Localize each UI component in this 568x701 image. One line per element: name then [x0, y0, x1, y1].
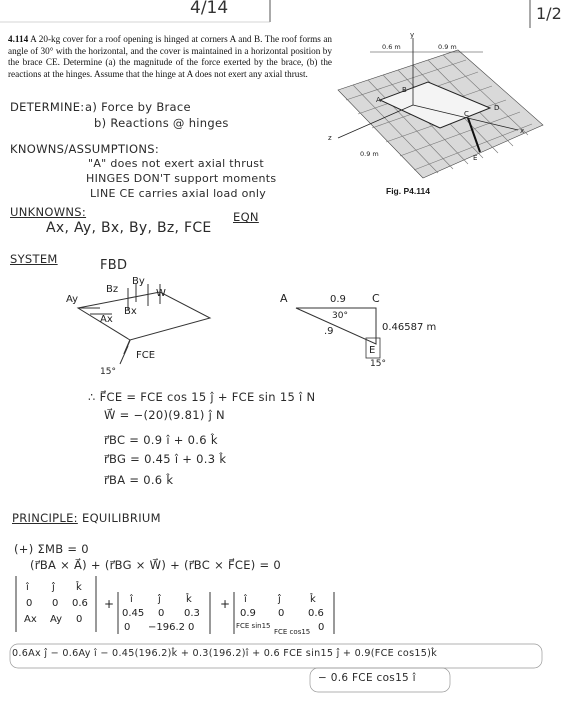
expansion-line-1: 0.6Ax ĵ − 0.6Ay î − 0.45(196.2)k̂ + 0.3(196.2)î + 0.6 FCE sin15 ĵ + 0.9(FCE cos15)k̂	[12, 648, 438, 659]
d3-r2c1: 0.9	[240, 608, 256, 619]
d2-i: î	[130, 594, 133, 605]
d2-k: k̂	[186, 594, 192, 605]
triangle-c: C	[372, 292, 380, 305]
d2-j: ĵ	[158, 594, 161, 605]
triangle-top: 0.9	[330, 294, 346, 305]
header-rules	[0, 0, 568, 30]
eqn-label: EQN	[233, 210, 259, 224]
d2-r3c3: 0	[188, 622, 195, 633]
fig-label-a: A	[376, 96, 381, 104]
known-2: HINGES DON'T support moments	[86, 172, 277, 185]
vector-rbg: r⃗BG = 0.45 î + 0.3 k̂	[104, 452, 227, 466]
d3-r3c3: 0	[318, 622, 325, 633]
fig-label-y: y	[410, 31, 415, 39]
d1-r2c3: 0.6	[72, 598, 88, 609]
d1-r3c1: Ax	[24, 614, 37, 625]
vector-rba: r⃗BA = 0.6 k̂	[104, 473, 174, 487]
svg-text:+: +	[220, 597, 231, 611]
fbd-angle: 15°	[100, 367, 116, 377]
d1-j: ĵ	[52, 582, 55, 593]
d3-i: î	[244, 594, 247, 605]
problem-statement	[8, 34, 332, 80]
d1-i: î	[26, 582, 29, 593]
page-fraction: 1/2	[536, 4, 562, 23]
svg-text:+: +	[104, 597, 115, 611]
d2-r2c2: 0	[158, 608, 165, 619]
d2-r2c3: 0.3	[184, 608, 200, 619]
brace-triangle	[280, 288, 437, 369]
moment-equation: (r⃗BA × A⃗) + (r⃗BG × W⃗) + (r⃗BC × F⃗CE) = 0	[30, 558, 282, 572]
d3-k: k̂	[310, 594, 316, 605]
fbd-fce: FCE	[136, 350, 156, 361]
triangle-side: 0.46587 m	[382, 322, 437, 333]
fbd-diagram	[60, 278, 230, 378]
d1-r3c3: 0	[76, 614, 83, 625]
problem-text: A 20-kg cover for a roof opening is hinged at corners A and B. The roof forms an angle of 30° with the horizontal, and the cover is maintained in a horizontal position by the brace CE. Determine (a) the magnitude of the force exerted by the brace, (b) the reactions at the hinges. Assume that the hinge at A does not exert any axial thrust.	[8, 34, 332, 79]
d1-r2c2: 0	[52, 598, 59, 609]
d2-r2c1: 0.45	[122, 608, 145, 619]
d1-k: k̂	[76, 582, 82, 593]
d3-r2c2: 0	[278, 608, 285, 619]
fig-label-b: B	[402, 86, 407, 94]
d3-r3c2: FCE cos15	[274, 628, 311, 636]
moment-sum: (+) ΣMB = 0	[14, 542, 89, 556]
triangle-angle: 30°	[332, 311, 348, 321]
fig-label-x: x	[520, 127, 525, 135]
fig-dim-3: 0.9 m	[360, 150, 379, 158]
triangle-hyp: .9	[324, 326, 334, 337]
determine-a: a) Force by Brace	[85, 100, 191, 114]
expansion-line-2: − 0.6 FCE cos15 î	[318, 672, 416, 684]
triangle-a: A	[280, 292, 288, 305]
vector-rbc: r⃗BC = 0.9 î + 0.6 k̂	[104, 433, 218, 447]
determine-label: DETERMINE:	[10, 100, 85, 114]
fbd-ay: Ay	[66, 294, 79, 305]
problem-number: 4.114	[8, 34, 29, 44]
expansion-boxes	[8, 640, 548, 698]
triangle-bottom-angle: 15°	[370, 359, 386, 369]
determinants	[12, 574, 342, 638]
fbd-bx: Bx	[124, 306, 137, 317]
fbd-label: FBD	[100, 258, 128, 273]
figure-caption: Fig. P4.114	[386, 186, 430, 196]
page-id: 4/14	[190, 0, 229, 18]
known-1: "A" does not exert axial thrust	[88, 157, 264, 170]
knowns-label: KNOWNS/ASSUMPTIONS:	[10, 142, 160, 156]
fig-label-z: z	[328, 134, 332, 142]
fig-label-c: C	[464, 110, 469, 118]
principle-label: PRINCIPLE:	[12, 511, 78, 525]
vector-w: W⃗ = −(20)(9.81) ĵ N	[104, 408, 225, 422]
unknowns-label: UNKNOWNS:	[10, 205, 87, 219]
d3-j: ĵ	[278, 594, 281, 605]
roof-figure	[318, 30, 566, 186]
fig-label-d: D	[494, 104, 500, 112]
d3-r2c3: 0.6	[308, 608, 324, 619]
d2-r3c1: 0	[124, 622, 131, 633]
d1-r3c2: Ay	[50, 614, 63, 625]
d1-r2c1: 0	[26, 598, 33, 609]
unknowns-list: Ax, Ay, Bx, By, Bz, FCE	[46, 220, 212, 236]
determine-b: b) Reactions @ hinges	[94, 116, 229, 130]
system-label: SYSTEM	[10, 252, 58, 266]
fbd-ax: Ax	[100, 314, 113, 325]
fig-dim-1: 0.6 m	[382, 43, 401, 51]
fig-dim-2: 0.9 m	[438, 43, 457, 51]
fbd-by: By	[132, 276, 145, 287]
vector-fce: ∴ F⃗CE = FCE cos 15 ĵ + FCE sin 15 î N	[88, 390, 316, 404]
fbd-bz: Bz	[106, 284, 119, 295]
fig-label-e: E	[473, 154, 478, 162]
known-3: LINE CE carries axial load only	[90, 187, 267, 200]
d3-r3c1: FCE sin15	[236, 622, 271, 630]
fbd-w: W	[156, 288, 166, 299]
triangle-e: E	[369, 345, 376, 356]
d2-r3c2: −196.2	[148, 622, 186, 633]
principle-value: EQUILIBRIUM	[82, 511, 161, 525]
